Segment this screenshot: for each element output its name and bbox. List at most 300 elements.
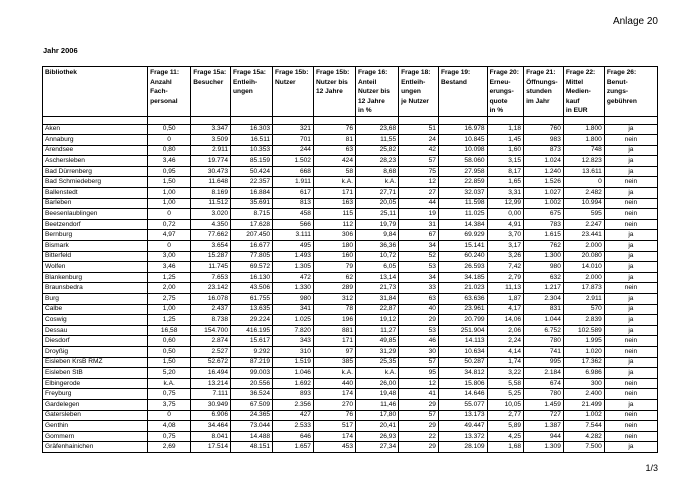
table-cell: 23,68 xyxy=(356,124,399,135)
table-cell: 40 xyxy=(399,304,439,315)
table-cell: 22.859 xyxy=(438,177,487,188)
library-name-cell: Gräfenhainichen xyxy=(43,442,148,453)
table-row xyxy=(43,135,658,146)
table-cell: ja xyxy=(604,368,657,379)
column-header xyxy=(43,67,148,117)
table-cell: 102.589 xyxy=(563,325,604,336)
table-cell: 831 xyxy=(524,304,564,315)
table-cell: 57 xyxy=(399,357,439,368)
table-cell: 11.512 xyxy=(191,198,231,209)
table-cell: 67 xyxy=(399,230,439,241)
table-cell: nein xyxy=(604,410,657,421)
table-row xyxy=(43,198,658,209)
table-cell: ja xyxy=(604,188,657,199)
table-cell: 12,99 xyxy=(487,198,524,209)
table-spacer-row xyxy=(43,116,658,124)
table-cell: 21,73 xyxy=(356,283,399,294)
table-cell: 73.044 xyxy=(231,421,273,432)
column-header xyxy=(313,67,355,117)
spacer-cell xyxy=(231,116,273,124)
table-cell: 3.111 xyxy=(273,230,314,241)
table-cell: 14.646 xyxy=(438,389,487,400)
table-cell: ja xyxy=(604,304,657,315)
table-cell: 7.500 xyxy=(563,442,604,453)
column-header-line: in EUR xyxy=(565,107,588,114)
table-cell: 1,50 xyxy=(148,177,191,188)
table-cell: 2.400 xyxy=(563,389,604,400)
table-cell: 77.662 xyxy=(191,230,231,241)
table-cell: ja xyxy=(604,272,657,283)
library-statistics-table xyxy=(42,66,658,453)
table-cell: 53 xyxy=(399,325,439,336)
table-cell: 1.240 xyxy=(524,166,564,177)
table-cell: 472 xyxy=(273,272,314,283)
table-cell: 2.356 xyxy=(273,399,314,410)
spacer-cell xyxy=(438,116,487,124)
table-cell: 99.003 xyxy=(231,368,273,379)
table-cell: 5,25 xyxy=(487,389,524,400)
table-body xyxy=(43,116,658,452)
table-cell: 180 xyxy=(313,241,355,252)
table-cell: 15.141 xyxy=(438,241,487,252)
column-header-line: Entleih- xyxy=(233,78,258,86)
table-row xyxy=(43,336,658,347)
table-cell: 5,89 xyxy=(487,421,524,432)
table-cell: 0,80 xyxy=(148,145,191,156)
table-row xyxy=(43,145,658,156)
table-cell: 300 xyxy=(563,378,604,389)
table-cell: 7.111 xyxy=(191,389,231,400)
spacer-cell xyxy=(148,116,191,124)
table-cell: 171 xyxy=(313,188,355,199)
table-cell: 8.715 xyxy=(231,209,273,220)
table-row xyxy=(43,346,658,357)
table-cell: 0 xyxy=(563,177,604,188)
library-name-cell: Eisleben StB xyxy=(43,368,148,379)
table-cell: 21.023 xyxy=(438,283,487,294)
table-cell: 25,35 xyxy=(356,357,399,368)
table-row xyxy=(43,304,658,315)
column-header-line: zungs- xyxy=(606,88,629,95)
table-cell: 23.142 xyxy=(191,283,231,294)
table-cell: 1,60 xyxy=(487,145,524,156)
table-cell: 27,34 xyxy=(356,442,399,453)
table-cell: 29.224 xyxy=(231,315,273,326)
library-name-cell: Beetzendorf xyxy=(43,219,148,230)
table-row xyxy=(43,431,658,442)
table-cell: 10,05 xyxy=(487,399,524,410)
table-cell: 28,23 xyxy=(356,156,399,167)
library-name-cell: Gatersleben xyxy=(43,410,148,421)
column-header xyxy=(524,67,564,117)
table-cell: 36.524 xyxy=(231,389,273,400)
table-cell: 10.994 xyxy=(563,198,604,209)
table-cell: 26,93 xyxy=(356,431,399,442)
table-row xyxy=(43,262,658,273)
table-cell: 1.027 xyxy=(524,188,564,199)
column-header-line: Frage 15a: xyxy=(193,69,227,76)
table-cell: 7.820 xyxy=(273,325,314,336)
table-row xyxy=(43,241,658,252)
table-cell: nein xyxy=(604,431,657,442)
table-cell: 1,68 xyxy=(487,442,524,453)
column-header xyxy=(148,67,191,117)
column-header-line: Erneu- xyxy=(489,78,511,86)
table-cell: 632 xyxy=(524,272,564,283)
table-cell: 9,84 xyxy=(356,230,399,241)
table-cell: 1.020 xyxy=(563,346,604,357)
table-row xyxy=(43,294,658,305)
table-cell: 61.755 xyxy=(231,294,273,305)
table-cell: 893 xyxy=(273,389,314,400)
column-header-line: Frage 18: xyxy=(401,69,431,76)
column-header-line: Frage 19: xyxy=(440,69,471,76)
table-cell: 1.800 xyxy=(563,135,604,146)
table-cell: 69.929 xyxy=(438,230,487,241)
table-cell: 0,50 xyxy=(148,346,191,357)
table-cell: 16.884 xyxy=(231,188,273,199)
library-name-cell: Diesdorf xyxy=(43,336,148,347)
column-header-line: Benut- xyxy=(606,78,628,86)
spacer-cell xyxy=(524,116,564,124)
table-cell: 6.986 xyxy=(563,368,604,379)
table-cell: k.A. xyxy=(313,177,355,188)
column-header xyxy=(487,67,524,117)
table-cell: 77.805 xyxy=(231,251,273,262)
table-cell: 4.350 xyxy=(191,219,231,230)
table-cell: 440 xyxy=(313,378,355,389)
table-cell: 424 xyxy=(313,156,355,167)
library-name-cell: Gardelegen xyxy=(43,399,148,410)
table-cell: 8.169 xyxy=(191,188,231,199)
table-cell: 22 xyxy=(399,431,439,442)
table-cell: ja xyxy=(604,442,657,453)
table-cell: 60.240 xyxy=(438,251,487,262)
column-header-line: Frage 20: xyxy=(489,69,519,76)
table-cell: 2.911 xyxy=(191,145,231,156)
table-cell: 31,29 xyxy=(356,346,399,357)
table-row xyxy=(43,283,658,294)
table-cell: 196 xyxy=(313,315,355,326)
table-cell: 10.098 xyxy=(438,145,487,156)
table-cell: 1.217 xyxy=(524,283,564,294)
table-cell: 2,75 xyxy=(148,294,191,305)
library-name-cell: Bad Schmiedeberg xyxy=(43,177,148,188)
table-row xyxy=(43,219,658,230)
library-name-cell: Barleben xyxy=(43,198,148,209)
column-header-line: personal xyxy=(150,97,178,105)
column-header-line: Anteil xyxy=(358,78,377,86)
table-cell: 0,60 xyxy=(148,336,191,347)
column-header-line: Frage 15b: xyxy=(275,69,309,76)
table-cell: 16.078 xyxy=(191,294,231,305)
table-cell: 780 xyxy=(524,389,564,400)
table-cell: 2.437 xyxy=(191,304,231,315)
table-cell: 50.424 xyxy=(231,166,273,177)
table-cell: 50.287 xyxy=(438,357,487,368)
table-row xyxy=(43,230,658,241)
table-cell: 3,75 xyxy=(148,399,191,410)
table-cell: 4,14 xyxy=(487,346,524,357)
table-cell: 11.598 xyxy=(438,198,487,209)
spacer-cell xyxy=(563,116,604,124)
table-cell: 57 xyxy=(399,156,439,167)
table-cell: 0,50 xyxy=(148,124,191,135)
column-header-line: Anzahl xyxy=(150,78,172,86)
table-cell: 51 xyxy=(399,124,439,135)
table-cell: 3.020 xyxy=(191,209,231,220)
column-header-line: Frage 11: xyxy=(150,69,180,76)
table-cell: 87.219 xyxy=(231,357,273,368)
table-cell: 29 xyxy=(399,442,439,453)
table-cell: 19,12 xyxy=(356,315,399,326)
table-cell: 52.672 xyxy=(191,357,231,368)
column-header-line: kauf xyxy=(565,97,580,105)
column-header-line: Frage 15a: xyxy=(233,69,267,76)
library-name-cell: Braunsbedra xyxy=(43,283,148,294)
library-name-cell: Aschersleben xyxy=(43,156,148,167)
annex-label: Anlage 20 xyxy=(612,16,658,27)
column-header-line: stunden xyxy=(526,88,552,95)
column-header-line: Bibliothek xyxy=(45,69,77,76)
table-cell: 3,26 xyxy=(487,251,524,262)
table-cell: ja xyxy=(604,357,657,368)
table-cell: 43.506 xyxy=(231,283,273,294)
table-cell: 2,00 xyxy=(148,283,191,294)
table-cell: 2.874 xyxy=(191,336,231,347)
column-header-line: Frage 21: xyxy=(526,69,556,76)
table-cell: 12.823 xyxy=(563,156,604,167)
table-cell: 1,00 xyxy=(148,304,191,315)
table-cell: 646 xyxy=(273,431,314,442)
column-header-line: Frage 22: xyxy=(565,69,596,76)
table-cell: 1.309 xyxy=(524,442,564,453)
table-cell: 0 xyxy=(148,135,191,146)
table-cell: 34.812 xyxy=(438,368,487,379)
library-name-cell: Calbe xyxy=(43,304,148,315)
table-cell: 3,31 xyxy=(487,188,524,199)
table-cell: 0,72 xyxy=(148,219,191,230)
table-cell: ja xyxy=(604,145,657,156)
table-cell: 46 xyxy=(399,336,439,347)
table-cell: 0,95 xyxy=(148,166,191,177)
table-cell: 24.365 xyxy=(231,410,273,421)
table-cell: 1.995 xyxy=(563,336,604,347)
table-cell: 78 xyxy=(313,304,355,315)
column-header xyxy=(563,67,604,117)
table-cell: 11,46 xyxy=(356,399,399,410)
table-cell: 3,22 xyxy=(487,368,524,379)
table-cell: 29 xyxy=(399,421,439,432)
table-cell: 11.745 xyxy=(191,262,231,273)
library-name-cell: Droyßig xyxy=(43,346,148,357)
column-header-line: Entleih- xyxy=(401,78,426,86)
table-cell: 2.000 xyxy=(563,272,604,283)
table-cell: 6.752 xyxy=(524,325,564,336)
table-cell: 14.010 xyxy=(563,262,604,273)
library-name-cell: Bernburg xyxy=(43,230,148,241)
table-cell: 748 xyxy=(563,145,604,156)
table-cell: 19,48 xyxy=(356,389,399,400)
table-cell: 244 xyxy=(273,145,314,156)
table-cell: nein xyxy=(604,421,657,432)
table-cell: 343 xyxy=(273,336,314,347)
table-cell: 19.774 xyxy=(191,156,231,167)
table-cell: 1,00 xyxy=(148,198,191,209)
table-cell: 31 xyxy=(399,219,439,230)
table-cell: 63 xyxy=(399,294,439,305)
table-cell: 3,17 xyxy=(487,241,524,252)
table-cell: 34 xyxy=(399,272,439,283)
table-cell: 1,00 xyxy=(148,188,191,199)
table-cell: 813 xyxy=(273,198,314,209)
table-cell: ja xyxy=(604,325,657,336)
table-cell: 16.130 xyxy=(231,272,273,283)
table-cell: 163 xyxy=(313,198,355,209)
table-cell: 23.961 xyxy=(438,304,487,315)
library-name-cell: Ballenstedt xyxy=(43,188,148,199)
column-header xyxy=(604,67,657,117)
table-cell: 26.593 xyxy=(438,262,487,273)
table-cell: 6,05 xyxy=(356,262,399,273)
table-cell: 34 xyxy=(399,241,439,252)
column-header-line: 12 Jahre xyxy=(315,88,343,95)
table-cell: 9.292 xyxy=(231,346,273,357)
table-cell: 458 xyxy=(273,209,314,220)
table-cell: 8.041 xyxy=(191,431,231,442)
table-row xyxy=(43,156,658,167)
table-cell: 1.519 xyxy=(273,357,314,368)
table-cell: 3,15 xyxy=(487,156,524,167)
library-name-cell: Bad Dürrenberg xyxy=(43,166,148,177)
table-cell: 27 xyxy=(399,188,439,199)
table-cell: k.A. xyxy=(313,368,355,379)
table-cell: 16.303 xyxy=(231,124,273,135)
table-row xyxy=(43,442,658,453)
table-cell: 13.372 xyxy=(438,431,487,442)
table-cell: 63 xyxy=(313,145,355,156)
column-header-line: Bestand xyxy=(440,78,467,86)
table-cell: 10.634 xyxy=(438,346,487,357)
table-cell: 14.488 xyxy=(231,431,273,442)
table-cell: nein xyxy=(604,135,657,146)
table-cell: 16.978 xyxy=(438,124,487,135)
table-cell: 25,82 xyxy=(356,145,399,156)
library-name-cell: Coswig xyxy=(43,315,148,326)
table-cell: 115 xyxy=(313,209,355,220)
table-cell: 495 xyxy=(273,241,314,252)
table-cell: 7.653 xyxy=(191,272,231,283)
table-row xyxy=(43,188,658,199)
table-cell: 385 xyxy=(313,357,355,368)
table-row xyxy=(43,389,658,400)
table-cell: 17.514 xyxy=(191,442,231,453)
table-cell: 34.185 xyxy=(438,272,487,283)
table-cell: 270 xyxy=(313,399,355,410)
library-name-cell: Eisleben KrsB RMZ xyxy=(43,357,148,368)
table-cell: 668 xyxy=(273,166,314,177)
table-cell: ja xyxy=(604,251,657,262)
spacer-cell xyxy=(356,116,399,124)
table-cell: 1.046 xyxy=(273,368,314,379)
table-cell: 85.159 xyxy=(231,156,273,167)
table-row xyxy=(43,124,658,135)
table-cell: 15.287 xyxy=(191,251,231,262)
library-name-cell: Arendsee xyxy=(43,145,148,156)
table-cell: 17.873 xyxy=(563,283,604,294)
table-cell: 19,79 xyxy=(356,219,399,230)
table-cell: 2.527 xyxy=(191,346,231,357)
library-name-cell: Blankenburg xyxy=(43,272,148,283)
table-cell: 11,55 xyxy=(356,135,399,146)
table-row xyxy=(43,166,658,177)
library-name-cell: Aken xyxy=(43,124,148,135)
library-name-cell: Bismark xyxy=(43,241,148,252)
table-cell: 0 xyxy=(148,241,191,252)
table-cell: 251.904 xyxy=(438,325,487,336)
table-cell: 4,91 xyxy=(487,219,524,230)
column-header-line: je Nutzer xyxy=(401,97,429,105)
table-cell: 416.195 xyxy=(231,325,273,336)
column-header-line: gebühren xyxy=(606,97,637,105)
table-cell: 20.080 xyxy=(563,251,604,262)
table-cell: ja xyxy=(604,294,657,305)
table-row xyxy=(43,272,658,283)
column-header-line: ungen xyxy=(401,88,421,95)
table-cell: 25,11 xyxy=(356,209,399,220)
table-cell: 566 xyxy=(273,219,314,230)
table-cell: 41 xyxy=(399,389,439,400)
table-cell: 341 xyxy=(273,304,314,315)
table-cell: 32.037 xyxy=(438,188,487,199)
table-cell: 2,69 xyxy=(148,442,191,453)
table-cell: 10.845 xyxy=(438,135,487,146)
spacer-cell xyxy=(313,116,355,124)
table-cell: 306 xyxy=(313,230,355,241)
table-cell: 76 xyxy=(313,124,355,135)
table-row xyxy=(43,399,658,410)
table-cell: 207.450 xyxy=(231,230,273,241)
column-header xyxy=(191,67,231,117)
table-cell: 1.024 xyxy=(524,156,564,167)
library-name-cell: Burg xyxy=(43,294,148,305)
table-cell: 49.447 xyxy=(438,421,487,432)
table-cell: nein xyxy=(604,198,657,209)
column-header-line: Medien- xyxy=(565,88,591,95)
table-cell: ja xyxy=(604,166,657,177)
table-row xyxy=(43,325,658,336)
table-cell: 980 xyxy=(273,294,314,305)
table-cell: 1.657 xyxy=(273,442,314,453)
spacer-cell xyxy=(487,116,524,124)
table-cell: 1,18 xyxy=(487,124,524,135)
table-cell: 6.906 xyxy=(191,410,231,421)
table-cell: 321 xyxy=(273,124,314,135)
table-cell: 3,00 xyxy=(148,251,191,262)
table-cell: 3.509 xyxy=(191,135,231,146)
column-header-line: Nutzer bis xyxy=(315,78,348,86)
spacer-cell xyxy=(604,116,657,124)
table-cell: 7.544 xyxy=(563,421,604,432)
table-cell: 21.499 xyxy=(563,399,604,410)
table-cell: 517 xyxy=(313,421,355,432)
table-cell: 81 xyxy=(313,135,355,146)
table-cell: ja xyxy=(604,315,657,326)
table-cell: 701 xyxy=(273,135,314,146)
table-cell: 12 xyxy=(399,378,439,389)
column-header-line: Besucher xyxy=(193,78,224,86)
table-cell: 0,75 xyxy=(148,389,191,400)
